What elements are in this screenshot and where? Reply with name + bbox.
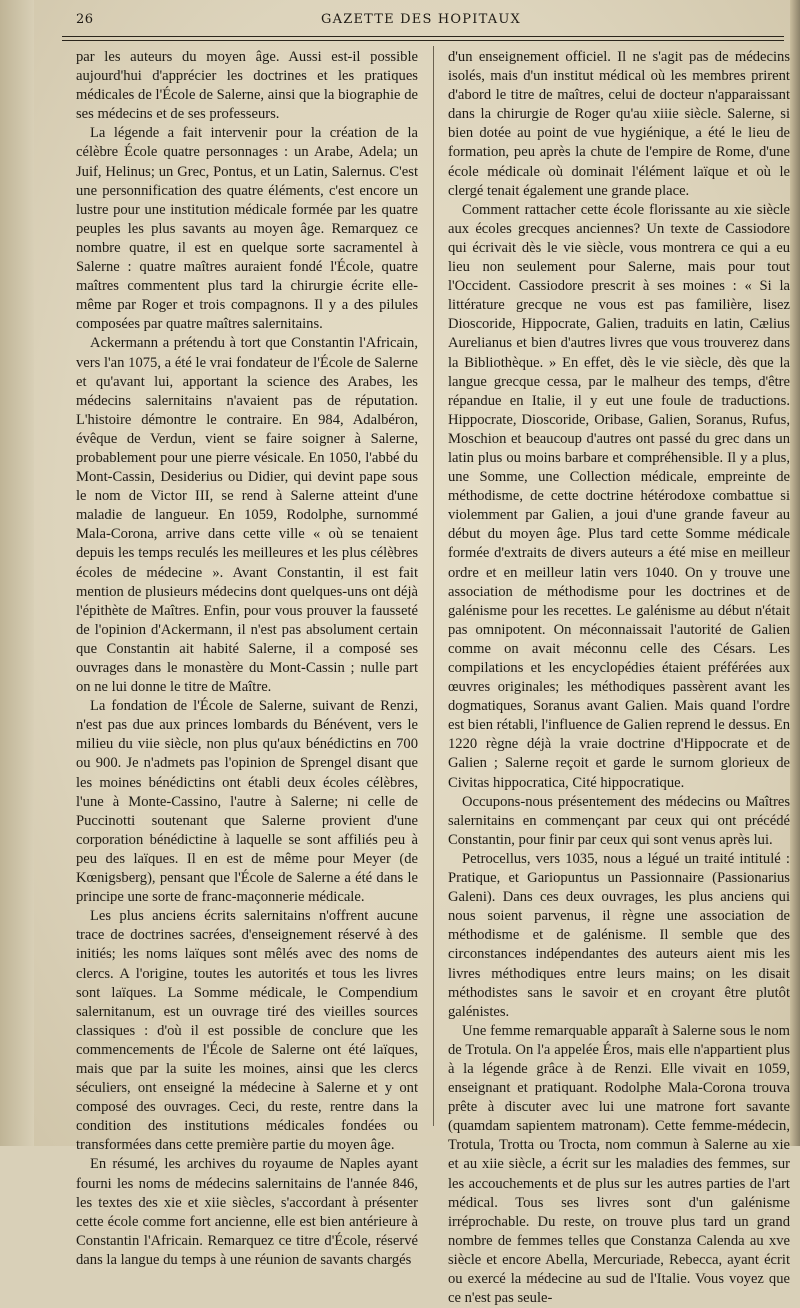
left-column bbox=[76, 48, 418, 1270]
paragraph: En résumé, les archives du royaume de Naples ayant fourni les noms de médecins salernitains de l'année 846, les textes des xie et xiie siècles, s'accordant à présenter cette école comme fort ancienne, elle est bien antérieure à Constantin l'Africain. Remarquez ce titre d'École, réservé dans la langue du temps à une réunion de savants chargés bbox=[76, 1156, 418, 1268]
page-right-edge bbox=[790, 0, 800, 1146]
journal-title: GAZETTE DES HOPITAUX bbox=[321, 12, 521, 27]
header-rule bbox=[62, 36, 784, 37]
paragraph: Les plus anciens écrits salernitains n'offrent aucune trace de doctrines sacrées, d'enseignement réservé à des initiés; les noms laïques sont mêlés avec des noms de clercs. A l'origine, toutes les autorités et tous les livres sont laïques. La Somme médicale, le Compendium salernitanum, est un ouvrage tiré des vieilles sources classiques : d'où il est possible de conclure que les commencements de l'École de Salerne ont été laïques, mais que par la suite les moines, ainsi que les clercs séculiers, ont enseigné la médecine à Salerne et y ont composé des ouvrages. Ceci, du reste, rentre dans la condition des institutions médicales fondées ou transformées dans cette première partie du moyen âge. bbox=[76, 908, 418, 1154]
paragraph: Une femme remarquable apparaît à Salerne sous le nom de Trotula. On l'a appelée Éros, mais elle n'appartient plus à la légende grâce à de Renzi. Elle vivait en 1059, enseignant et pratiquant. Rodolphe Mala-Corona trouva prête à discuter avec lui une matrone fort savante (quamdam sapientem matronam). Cette femme-médecin, Trotula, Trotta ou Trocta, nom commun à Salerne au xie et au xiie siècle, a écrit sur les maladies des femmes, sur les accouchements et de plus sur les autres parties de l'art médical. Tous ses livres sont d'un galénisme irréprochable. Du reste, on trouve plus tard un grand nombre de femmes telles que Constanza Calenda au xve siècle et encore Abella, Mercuriade, Rebecca, ayant écrit ou exercé la médecine au sud de l'Italie. Vous voyez que ce n'est pas seule- bbox=[448, 1022, 790, 1307]
paragraph: Comment rattacher cette école florissante au xie siècle aux écoles grecques anciennes? Un texte de Cassiodore qui écrivait dès le vie siècle, vous montrera ce qui a eu lieu non seulement pour Salerne, mais pour tout l'Occident. Cassiodore prescrit à ses moines : « Si la littérature grecque ne vous est pas familière, lisez Dioscoride, Hippocrate, Galien, traduits en latin, Cælius Aurelianus et bien d'autres livres que vous trouverez dans la Bibliothèque. » En effet, dès le vie siècle, dès que la langue grecque cessa, par le malheur des temps, d'être répandue en Italie, il y eut une foule de traductions. Hippocrate, Dioscoride, Oribase, Galien, Soranus, Rufus, Moschion et beaucoup d'autres ont passé du grec dans un latin plus ou moins barbare et compréhensible. Il y a plus, une Somme, une Collection médicale, empreinte de méthodisme, de cette doctrine hétérodoxe combattue si violemment par Galien, a joui d'une grande faveur au début du moyen âge. Plus tard cette Somme médicale formée d'extraits de divers auteurs a été mise en meilleur ordre et en meilleur latin vers 1040. On y trouve une association de méthodisme pour les doctrines et de galénisme pour les recettes. Le galénisme au début n'était pas omnipotent. On méconnaissait l'autorité de Galien comme on avait méconnu celle des Césars. Les compilations et les encyclopédies étaient préférées aux œuvres originales; les méthodiques passèrent avant les dogmatiques, Soranus avant Galien. Mais quand l'ordre est bien rétabli, l'influence de Galien reprend le dessus. En 1220 règne déjà la vraie doctrine d'Hippocrate et de Galien ; Salerne reçoit et garde le surnom glorieux de Civitas hippocratica, Cité hippocratique. bbox=[448, 201, 790, 791]
page-number: 26 bbox=[76, 12, 94, 27]
column-divider bbox=[433, 46, 434, 1126]
header-rule-secondary bbox=[62, 40, 784, 41]
right-column bbox=[448, 48, 790, 1308]
paragraph: par les auteurs du moyen âge. Aussi est-il possible aujourd'hui d'apprécier les doctrines et les pratiques médicales de l'École de Salerne, ainsi que la biographie de ses médecins et de ses professeurs. bbox=[76, 49, 418, 123]
paragraph: La fondation de l'École de Salerne, suivant de Renzi, n'est pas due aux princes lombards du Bénévent, vers le milieu du viie siècle, non plus qu'aux bénédictins en 700 ou 900. Je n'admets pas l'opinion de Sprengel disant que les moines bénédictins ont établi deux écoles célèbres, l'une à Monte-Cassino, l'autre à Salerne; ni celle de Puccinotti soutenant que Salerne provient d'une corporation bénédictine à laquelle se sont affiliés peu à peu des laïques. Il en est de même pour Meyer (de Kœnigsberg), pensant que l'École de Salerne a été dans le principe une sorte de franc-maçonnerie médicale. bbox=[76, 698, 418, 906]
paragraph: Occupons-nous présentement des médecins ou Maîtres salernitains en commençant par ceux qui ont précédé Constantin, pour finir par ceux qui sont venus après lui. bbox=[448, 793, 790, 848]
paragraph: La légende a fait intervenir pour la création de la célèbre École quatre personnages : un Arabe, Adela; un Juif, Helinus; un Grec, Pontus, et un Latin, Salernus. C'est une personnification des quatre éléments, c'est encore un lustre pour une institution médicale formée par les quatre peuples les plus savants au moyen âge. Remarquez ce nombre quatre, il est en quelque sorte sacramentel à Salerne : quatre maîtres auraient fondé l'École, quatre maîtres commentent plus tard la chirurgie écrite elle-même par Roger et trois compagnons. Il y a des pilules composées par quatre maîtres salernitains. bbox=[76, 125, 418, 333]
page-left-edge bbox=[0, 0, 34, 1146]
paragraph: Ackermann a prétendu à tort que Constantin l'Africain, vers l'an 1075, a été le vrai fondateur de l'École de Salerne et qu'avant lui, apportant la science des Arabes, les médecins salernitains n'avaient pas de réputation. L'histoire démontre le contraire. En 984, Adalbéron, évêque de Verdun, vient se faire soigner à Salerne, probablement pour une pierre vésicale. En 1050, l'abbé du Mont-Cassin, Desiderius ou Didier, qui devint pape sous le nom de Victor III, se rend à Salerne atteint d'une maladie de langueur. En 1059, Rodolphe, surnommé Mala-Corona, arrive dans cette ville « où se tenaient depuis les temps reculés les meilleures et les plus célèbres écoles de médecine ». Avant Constantin, il est fait mention de plusieurs médecins dont quelques-uns ont déjà l'épithète de Maîtres. Enfin, pour vous prouver la fausseté de l'opinion d'Ackermann, il n'est pas absolument certain que Constantin ait habité Salerne, il a composé ses ouvrages dans le monastère du Mont-Cassin ; nulle part on ne lui donne le titre de Maître. bbox=[76, 335, 418, 696]
paragraph: d'un enseignement officiel. Il ne s'agit pas de médecins isolés, mais d'un institut médical où les membres prirent d'abord le titre de maîtres, celui de docteur n'apparaissant dans la chirurgie de Roger qu'au xiiie siècle. Salerne, si bien dotée au point de vue hygiénique, a été le lieu de formation, peu après la chute de l'empire de Rome, d'une école médicale où dominait l'élément laïque et où le clergé tenait également une grande place. bbox=[448, 49, 790, 199]
paragraph: Petrocellus, vers 1035, nous a légué un traité intitulé : Pratique, et Gariopuntus un Passionnaire (Passionarius Galeni). Dans ces deux ouvrages, les plus anciens qui nous soient parvenus, il règne une association de méthodisme et de galénisme. Il semble que des circonstances indépendantes des auteurs aient mis les livres méthodiques entre leurs mains; on les disait méthodistes sans le savoir et en croyant être plutôt galénistes. bbox=[448, 850, 790, 1020]
page-header bbox=[60, 6, 782, 36]
